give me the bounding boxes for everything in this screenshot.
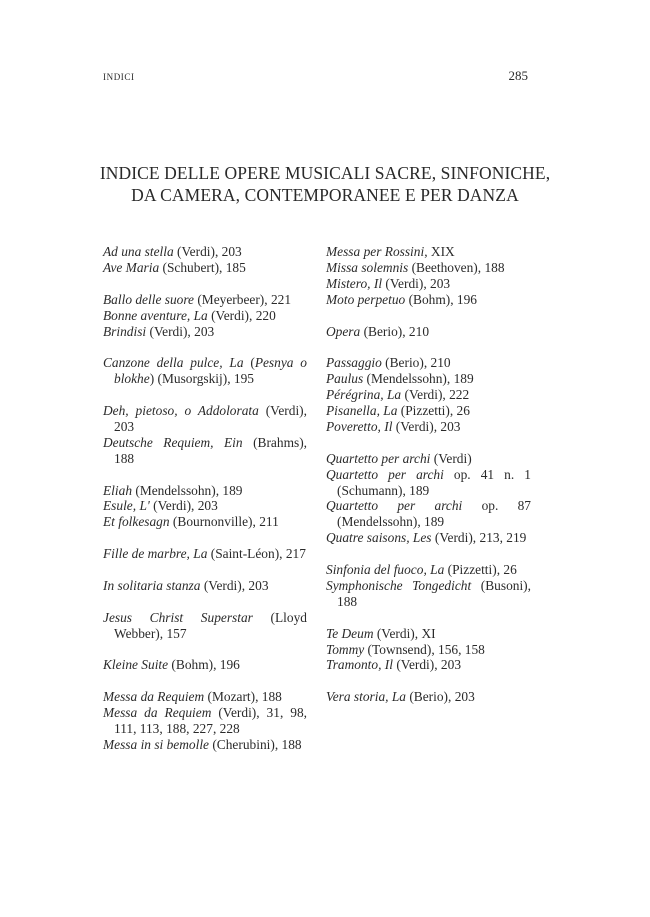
entry-detail: , XIX — [424, 244, 455, 259]
index-entry — [326, 292, 531, 308]
entry-gap — [103, 339, 307, 355]
entry-detail: (Bohm), 196 — [168, 657, 240, 673]
work-title: Eliah — [103, 482, 133, 498]
entry-detail: op. 41 n. 1 (Schumann), 189 — [337, 466, 531, 498]
index-column-right — [326, 244, 531, 705]
entry-detail: ) (Musorgskij), 195 — [149, 371, 254, 387]
entry-gap — [103, 387, 307, 403]
index-entry — [326, 355, 531, 371]
entry-detail: (Verdi), 203 — [173, 244, 242, 259]
index-entry — [326, 642, 531, 658]
index-entry — [103, 355, 307, 387]
entry-detail: (Busoni), 188 — [337, 577, 531, 609]
index-entry — [326, 530, 531, 546]
work-title: Brindisi — [103, 323, 147, 339]
index-entry — [103, 514, 307, 530]
index-column-left — [103, 244, 307, 753]
entry-detail: (Verdi), 203 — [146, 323, 215, 339]
entry-detail: (Saint-Léon), 217 — [207, 546, 306, 562]
entry-gap — [103, 594, 307, 610]
entry-detail: (Verdi), 203 — [392, 418, 461, 434]
index-entry — [103, 435, 307, 467]
entry-gap — [326, 435, 531, 451]
work-title: Ballo delle suore — [103, 291, 194, 307]
work-title: Missa solemnis — [326, 259, 409, 275]
work-title: Ave Maria — [103, 259, 160, 275]
entry-detail: (Bohm), 196 — [405, 291, 478, 307]
work-title: Jesus Christ Superstar — [103, 609, 253, 625]
index-entry — [103, 578, 307, 594]
index-entry — [103, 705, 307, 737]
index-entry — [326, 260, 531, 276]
work-title: Bonne aventure, La — [103, 307, 208, 323]
index-entry — [326, 403, 531, 419]
work-title: Poveretto, Il — [326, 418, 393, 434]
work-title: Pesnya o blokhe — [114, 355, 307, 387]
index-entry — [103, 498, 307, 514]
entry-gap — [103, 642, 307, 658]
entry-detail: (Pizzetti), 26 — [397, 403, 470, 419]
work-title: Deh, pietoso, o Addolorata — [103, 403, 259, 419]
entry-detail: (Cherubini), 188 — [209, 736, 302, 752]
work-title: Fille de marbre, La — [103, 546, 208, 562]
work-title: Deutsche Requiem, Ein — [103, 434, 243, 450]
work-title: Canzone della pulce, La — [103, 355, 244, 371]
work-title: Tommy — [326, 641, 365, 657]
entry-gap — [103, 530, 307, 546]
index-entry — [103, 546, 307, 562]
running-head: INDICI — [103, 72, 135, 82]
index-entry — [326, 387, 531, 403]
entry-detail: (Berio), 210 — [360, 323, 430, 339]
work-title: Paulus — [326, 371, 364, 387]
page-number: 285 — [508, 68, 528, 83]
work-title: Te Deum — [326, 625, 374, 641]
entry-detail: (Verdi), 31, 98, 111, 113, 188, 227, 228 — [114, 705, 307, 737]
entry-detail: (Verdi) — [430, 450, 472, 466]
entry-detail: (Verdi), 203 — [382, 275, 451, 291]
entry-detail: (Pizzetti), 26 — [444, 562, 517, 578]
index-entry — [326, 562, 531, 578]
index-entry — [326, 324, 531, 340]
entry-gap — [326, 546, 531, 562]
section-title-line: DA CAMERA, CONTEMPORANEE E PER DANZA — [131, 185, 519, 205]
work-title: Quartetto per archi — [326, 466, 444, 482]
work-title: Sinfonia del fuoco, La — [326, 562, 445, 578]
entry-detail: (Berio), 210 — [381, 355, 451, 371]
work-title: Symphonische Tongedicht — [326, 577, 472, 593]
index-entry — [326, 371, 531, 387]
work-title: Ad una stella — [103, 244, 174, 259]
index-entry — [103, 737, 307, 753]
entry-detail: (Verdi), 220 — [207, 307, 276, 323]
work-title: Pisanella, La — [326, 403, 398, 419]
index-entry — [326, 498, 531, 530]
index-entry — [326, 244, 531, 260]
entry-gap — [103, 467, 307, 483]
entry-detail: (Mendelssohn), 189 — [132, 482, 243, 498]
work-title: Messa da Requiem — [103, 689, 205, 705]
work-title: Opera — [326, 323, 361, 339]
index-entry — [103, 657, 307, 673]
index-entry — [103, 483, 307, 499]
entry-detail: (Mendelssohn), 189 — [363, 371, 474, 387]
section-title-line: INDICE DELLE OPERE MUSICALI SACRE, SINFONICHE, — [99, 163, 551, 183]
work-title: Mistero, Il — [326, 275, 383, 291]
entry-detail: (Verdi), 222 — [401, 387, 470, 403]
index-entry — [103, 324, 307, 340]
work-title: In solitaria stanza — [103, 577, 201, 593]
index-entry — [103, 308, 307, 324]
index-entry — [326, 578, 531, 610]
index-entry — [326, 276, 531, 292]
work-title: Messa in si bemolle — [103, 736, 209, 752]
section-title — [60, 162, 590, 206]
work-title: Quartetto per archi — [326, 450, 431, 466]
work-title: Pérégrina, La — [326, 387, 402, 403]
entry-detail: (Verdi), 203 — [149, 498, 218, 514]
entry-detail: (Mozart), 188 — [204, 689, 282, 705]
index-entry — [326, 451, 531, 467]
entry-detail: (Verdi), XI — [373, 625, 436, 641]
entry-detail: (Verdi), 213, 219 — [431, 530, 527, 546]
work-title: Et folkesagn — [103, 514, 170, 530]
entry-detail: (Townsend), 156, 158 — [364, 641, 485, 657]
entry-gap — [326, 339, 531, 355]
entry-detail: (Lloyd Webber), 157 — [114, 609, 307, 641]
entry-detail: (Bournonville), 211 — [169, 514, 279, 530]
entry-detail: (Berio), 203 — [405, 689, 475, 705]
index-entry — [326, 657, 531, 673]
index-entry — [103, 260, 307, 276]
index-entry — [103, 292, 307, 308]
work-title: Tramonto, Il — [326, 657, 393, 673]
work-title: Vera storia, La — [326, 689, 406, 705]
work-title: Quartetto per archi — [326, 498, 463, 514]
work-title: Kleine Suite — [103, 657, 169, 673]
index-entry — [103, 403, 307, 435]
index-entry — [326, 689, 531, 705]
entry-detail: (Schubert), 185 — [159, 259, 246, 275]
entry-detail: (Verdi), 203 — [392, 657, 462, 673]
index-entry — [326, 626, 531, 642]
work-title: Messa per Rossini — [326, 244, 425, 259]
entry-detail: (Verdi), 203 — [200, 577, 269, 593]
entry-gap — [326, 308, 531, 324]
entry-detail: op. 87 (Mendelssohn), 189 — [337, 498, 531, 530]
index-entry — [326, 467, 531, 499]
entry-detail: (Beethoven), 188 — [408, 259, 505, 275]
work-title: Quatre saisons, Les — [326, 530, 432, 546]
entry-gap — [103, 276, 307, 292]
entry-gap — [326, 610, 531, 626]
entry-detail: ( — [243, 355, 255, 371]
entry-detail: (Brahms), 188 — [114, 434, 307, 466]
index-entry — [326, 419, 531, 435]
work-title: Moto perpetuo — [326, 291, 406, 307]
entry-detail: (Meyerbeer), 221 — [194, 291, 292, 307]
entry-gap — [103, 673, 307, 689]
entry-gap — [326, 673, 531, 689]
work-title: Messa da Requiem — [103, 705, 212, 721]
entry-detail: (Verdi), 203 — [114, 403, 307, 434]
work-title: Esule, L' — [103, 498, 150, 514]
entry-gap — [103, 562, 307, 578]
work-title: Passaggio — [326, 355, 382, 371]
index-entry — [103, 689, 307, 705]
index-entry — [103, 610, 307, 642]
index-entry — [103, 244, 307, 260]
